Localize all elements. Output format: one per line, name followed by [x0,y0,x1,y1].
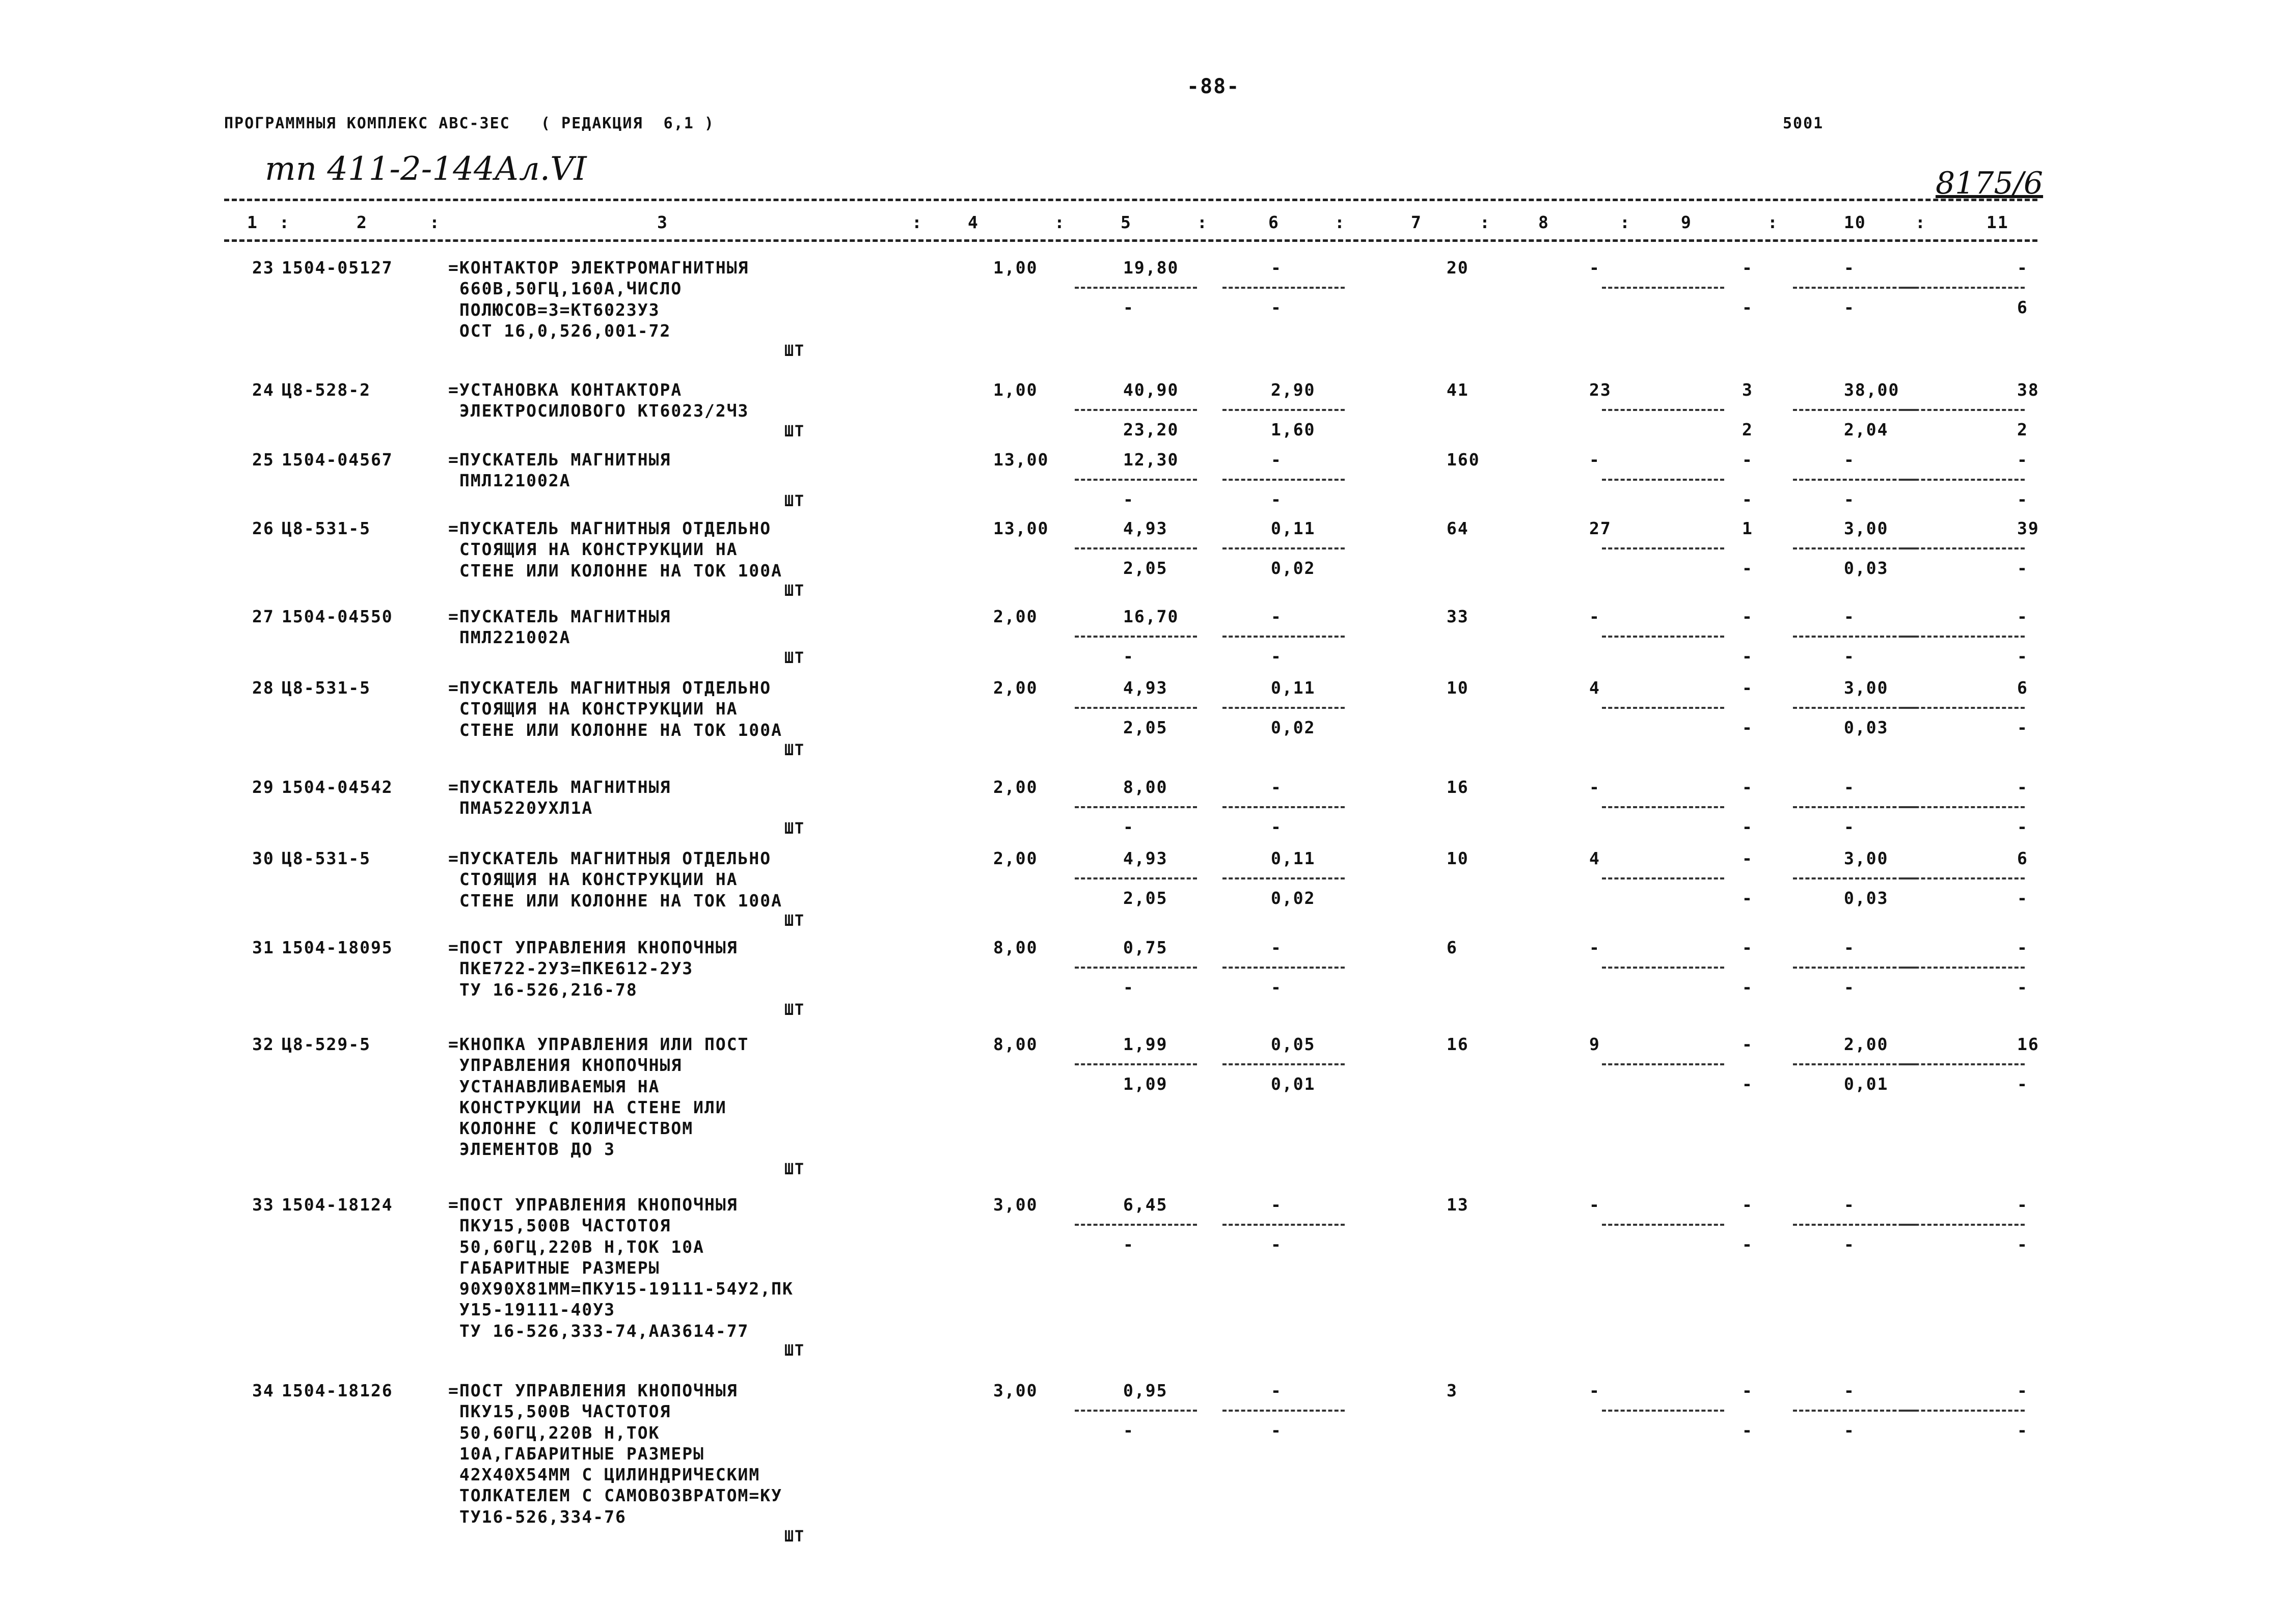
item-quantity: 1,00 [993,258,1038,278]
item-description: =ПУСКАТЕЛЬ МАГНИТНЫЯ ПМЛ121002А [448,450,671,491]
cell-rule [1902,1410,2025,1412]
cell-rule [1222,1224,1345,1226]
cost-machines: - [1589,938,1600,957]
cell-rule [1075,479,1197,481]
labor-hours-top: 38,00 [1844,380,1900,400]
labor-total-top: - [2017,450,2028,470]
labor-hours-bottom: 0,03 [1844,888,1889,908]
cell-rule [1602,1410,1724,1412]
labor-total-top: - [2017,777,2028,797]
cost-total: 64 [1447,518,1469,538]
cost-total: 10 [1447,678,1469,698]
cell-rule [1222,877,1345,879]
cell-rule [1075,1224,1197,1226]
item-number: 31 [252,938,275,957]
cell-rule [1902,409,2025,411]
cost-wages-bottom: - [1742,646,1753,666]
item-code: Ц8-528-2 [282,380,371,400]
cell-rule [1793,967,1915,969]
item-description: =ПУСКАТЕЛЬ МАГНИТНЫЯ ОТДЕЛЬНО СТОЯЩИЯ НА КОНСТРУКЦИИ НА СТЕНЕ ИЛИ КОЛОННЕ НА ТОК 100А [448,678,783,740]
item-code: 1504-18095 [282,938,393,957]
price-total-top: 4,93 [1123,848,1168,868]
column-header-label: 10 [1844,212,1866,232]
cell-rule [1602,479,1724,481]
cost-machines: 4 [1589,678,1600,698]
cost-machines: 23 [1589,380,1612,400]
price-total-top: 6,45 [1123,1195,1168,1215]
cell-rule [1902,877,2025,879]
cost-total: 6 [1447,938,1458,957]
price-total-bottom: 2,05 [1123,718,1168,737]
column-header-label: 5 [1121,212,1132,232]
cell-rule [1075,409,1197,411]
item-quantity: 13,00 [993,450,1049,470]
labor-hours-top: 3,00 [1844,518,1889,538]
item-number: 27 [252,607,275,626]
labor-total-bottom: - [2017,558,2028,578]
cell-rule [1602,967,1724,969]
labor-total-bottom: 6 [2017,297,2028,317]
page-number: -88- [1187,75,1240,98]
item-number: 34 [252,1381,275,1400]
cell-rule [1793,409,1915,411]
price-wages-bottom: - [1271,977,1282,997]
cell-rule [1075,287,1197,289]
cost-total: 13 [1447,1195,1469,1215]
labor-hours-top: 3,00 [1844,678,1889,698]
labor-hours-bottom: 0,01 [1844,1074,1889,1094]
column-separator: : [429,212,441,232]
header-rule-top [224,199,2037,201]
labor-total-top: 38 [2017,380,2039,400]
sheet-number: 8175/6 [1936,166,2044,201]
labor-hours-bottom: - [1844,817,1855,837]
item-code: Ц8-529-5 [282,1034,371,1054]
cost-wages-top: - [1742,450,1753,470]
cell-rule [1793,1224,1915,1226]
price-wages-top: - [1271,450,1282,470]
labor-hours-top: - [1844,1381,1855,1400]
item-code: 1504-18124 [282,1195,393,1215]
price-total-top: 4,93 [1123,678,1168,698]
item-number: 33 [252,1195,275,1215]
item-quantity: 2,00 [993,848,1038,868]
cell-rule [1602,636,1724,638]
item-number: 23 [252,258,275,278]
price-wages-bottom: - [1271,1420,1282,1440]
cell-rule [1793,287,1915,289]
cell-rule [1075,806,1197,808]
cell-rule [1793,479,1915,481]
price-total-top: 40,90 [1123,380,1179,400]
cost-wages-bottom: 2 [1742,420,1753,439]
labor-hours-bottom: 0,03 [1844,718,1889,737]
column-separator: : [279,212,290,232]
labor-total-bottom: - [2017,817,2028,837]
item-number: 30 [252,848,275,868]
cost-machines: - [1589,607,1600,626]
program-title: ПРОГРАММНЫЯ КОМПЛЕКС АВС-ЗЕС ( РЕДАКЦИЯ 6,1 ) [224,115,715,132]
price-wages-bottom: 0,02 [1271,558,1316,578]
labor-hours-top: 2,00 [1844,1034,1889,1054]
cost-machines: - [1589,777,1600,797]
cell-rule [1902,1063,2025,1065]
cost-wages-bottom: - [1742,1074,1753,1094]
cell-rule [1222,707,1345,709]
cost-machines: 4 [1589,848,1600,868]
item-code: 1504-04542 [282,777,393,797]
document-code: 5001 [1783,115,1824,132]
column-separator: : [1915,212,1926,232]
labor-total-top: 39 [2017,518,2039,538]
labor-total-top: - [2017,1195,2028,1215]
cost-machines: - [1589,450,1600,470]
cost-wages-bottom: - [1742,1234,1753,1254]
item-unit: ШТ [784,492,805,510]
price-total-bottom: - [1123,817,1134,837]
labor-total-top: - [2017,607,2028,626]
column-separator: : [1197,212,1208,232]
item-unit: ШТ [784,1342,805,1360]
cell-rule [1075,707,1197,709]
item-code: 1504-04550 [282,607,393,626]
cell-rule [1602,1224,1724,1226]
price-wages-top: 0,11 [1271,848,1316,868]
cost-total: 33 [1447,607,1469,626]
item-unit: ШТ [784,582,805,600]
item-code: 1504-04567 [282,450,393,470]
price-wages-bottom: - [1271,817,1282,837]
cost-wages-bottom: - [1742,817,1753,837]
labor-total-bottom: - [2017,1420,2028,1440]
cell-rule [1222,636,1345,638]
cell-rule [1222,547,1345,549]
cell-rule [1075,1063,1197,1065]
item-description: =ПУСКАТЕЛЬ МАГНИТНЫЯ ОТДЕЛЬНО СТОЯЩИЯ НА КОНСТРУКЦИИ НА СТЕНЕ ИЛИ КОЛОННЕ НА ТОК 100А [448,848,783,911]
cell-rule [1902,547,2025,549]
price-total-bottom: - [1123,1420,1134,1440]
item-number: 28 [252,678,275,698]
cost-machines: - [1589,1381,1600,1400]
item-quantity: 1,00 [993,380,1038,400]
item-quantity: 8,00 [993,938,1038,957]
cost-total: 160 [1447,450,1480,470]
item-description: =УСТАНОВКА КОНТАКТОРА ЭЛЕКТРОСИЛОВОГО КТ6023/2Ч3 [448,380,749,421]
price-wages-top: - [1271,607,1282,626]
item-number: 29 [252,777,275,797]
labor-hours-bottom: 0,03 [1844,558,1889,578]
cell-rule [1602,287,1724,289]
cost-wages-top: - [1742,1195,1753,1215]
cell-rule [1075,877,1197,879]
item-unit: ШТ [784,1161,805,1178]
item-number: 32 [252,1034,275,1054]
cell-rule [1222,1063,1345,1065]
price-wages-top: - [1271,1195,1282,1215]
item-number: 26 [252,518,275,538]
cost-wages-top: - [1742,607,1753,626]
column-header-label: 6 [1268,212,1280,232]
price-total-bottom: 2,05 [1123,888,1168,908]
labor-hours-bottom: - [1844,1420,1855,1440]
price-wages-bottom: 1,60 [1271,420,1316,439]
labor-total-top: 6 [2017,848,2028,868]
item-description: =ПУСКАТЕЛЬ МАГНИТНЫЯ ПМА5220УХЛ1А [448,777,671,818]
labor-hours-top: - [1844,938,1855,957]
cost-total: 16 [1447,1034,1469,1054]
price-total-bottom: - [1123,646,1134,666]
cost-wages-top: - [1742,1034,1753,1054]
labor-total-top: - [2017,938,2028,957]
cell-rule [1222,409,1345,411]
labor-hours-bottom: - [1844,297,1855,317]
item-code: 1504-18126 [282,1381,393,1400]
item-description: =КОНТАКТОР ЭЛЕКТРОМАГНИТНЫЯ 660В,50ГЦ,160А,ЧИСЛО ПОЛЮСОВ=3=КТ6023У3 ОСТ 16,0,526,001-72 [448,258,749,341]
cell-rule [1602,806,1724,808]
price-total-bottom: - [1123,1234,1134,1254]
item-code: Ц8-531-5 [282,848,371,868]
labor-hours-bottom: - [1844,646,1855,666]
column-separator: : [912,212,923,232]
price-total-top: 0,75 [1123,938,1168,957]
cell-rule [1075,967,1197,969]
cell-rule [1602,409,1724,411]
item-code: 1504-05127 [282,258,393,278]
column-separator: : [1054,212,1066,232]
price-total-top: 8,00 [1123,777,1168,797]
labor-hours-bottom: 2,04 [1844,420,1889,439]
item-quantity: 3,00 [993,1195,1038,1215]
cost-total: 10 [1447,848,1469,868]
item-quantity: 13,00 [993,518,1049,538]
cell-rule [1902,707,2025,709]
column-header-label: 7 [1411,212,1422,232]
item-quantity: 2,00 [993,678,1038,698]
cell-rule [1793,547,1915,549]
item-description: =ПУСКАТЕЛЬ МАГНИТНЫЯ ПМЛ221002А [448,607,671,648]
price-wages-top: - [1271,1381,1282,1400]
labor-hours-top: 3,00 [1844,848,1889,868]
cell-rule [1075,547,1197,549]
cell-rule [1902,479,2025,481]
price-total-bottom: 23,20 [1123,420,1179,439]
labor-total-bottom: - [2017,977,2028,997]
cost-wages-top: - [1742,1381,1753,1400]
cell-rule [1222,806,1345,808]
cost-wages-bottom: - [1742,977,1753,997]
labor-total-bottom: - [2017,718,2028,737]
item-description: =ПОСТ УПРАВЛЕНИЯ КНОПОЧНЫЯ ПКЕ722-2У3=ПКЕ612-2У3 ТУ 16-526,216-78 [448,938,738,1000]
column-header-label: 8 [1538,212,1549,232]
column-header-label: 11 [1986,212,2009,232]
labor-total-top: 16 [2017,1034,2039,1054]
price-wages-top: - [1271,777,1282,797]
cell-rule [1793,1063,1915,1065]
labor-total-bottom: - [2017,1074,2028,1094]
cost-wages-top: - [1742,777,1753,797]
cost-wages-top: - [1742,938,1753,957]
cost-wages-bottom: - [1742,718,1753,737]
labor-total-bottom: - [2017,1234,2028,1254]
cell-rule [1902,967,2025,969]
item-code: Ц8-531-5 [282,518,371,538]
labor-hours-top: - [1844,607,1855,626]
price-wages-bottom: - [1271,297,1282,317]
price-total-top: 16,70 [1123,607,1179,626]
cost-wages-bottom: - [1742,1420,1753,1440]
item-unit: ШТ [784,1528,805,1546]
cell-rule [1222,287,1345,289]
price-wages-top: 2,90 [1271,380,1316,400]
item-unit: ШТ [784,741,805,759]
price-wages-bottom: - [1271,489,1282,509]
item-unit: ШТ [784,1001,805,1019]
price-wages-top: 0,11 [1271,678,1316,698]
column-separator: : [1335,212,1346,232]
labor-hours-top: - [1844,450,1855,470]
cell-rule [1902,287,2025,289]
price-wages-bottom: 0,02 [1271,888,1316,908]
column-header-label: 2 [357,212,368,232]
column-header-label: 4 [968,212,979,232]
price-total-top: 12,30 [1123,450,1179,470]
column-separator: : [1620,212,1631,232]
labor-total-top: - [2017,258,2028,278]
cost-wages-bottom: - [1742,888,1753,908]
item-description: =ПУСКАТЕЛЬ МАГНИТНЫЯ ОТДЕЛЬНО СТОЯЩИЯ НА КОНСТРУКЦИИ НА СТЕНЕ ИЛИ КОЛОННЕ НА ТОК 100А [448,518,783,581]
item-unit: ШТ [784,649,805,667]
item-description: =ПОСТ УПРАВЛЕНИЯ КНОПОЧНЫЯ ПКУ15,500В ЧАСТОТОЯ 50,60ГЦ,220В Н,ТОК 10А,ГАБАРИТНЫЕ РАЗМЕРЫ 42Х40Х54ММ С ЦИЛИНДРИЧЕСКИМ ТОЛКАТЕЛЕМ С САМОВОЗВРАТОМ=КУ ТУ16-526,334-76 [448,1381,783,1527]
item-code: Ц8-531-5 [282,678,371,698]
cost-total: 16 [1447,777,1469,797]
cell-rule [1602,707,1724,709]
cost-machines: 27 [1589,518,1612,538]
column-header-label: 1 [247,212,258,232]
cost-total: 20 [1447,258,1469,278]
labor-hours-top: - [1844,1195,1855,1215]
cost-wages-bottom: - [1742,558,1753,578]
item-unit: ШТ [784,423,805,441]
item-description: =ПОСТ УПРАВЛЕНИЯ КНОПОЧНЫЯ ПКУ15,500В ЧАСТОТОЯ 50,60ГЦ,220В Н,ТОК 10А ГАБАРИТНЫЕ РАЗМЕРЫ 90Х90Х81ММ=ПКУ15-19111-54У2,ПК У15-19111-40У3 ТУ 16-526,333-74,АА3614-77 [448,1195,794,1341]
item-unit: ШТ [784,342,805,360]
labor-hours-bottom: - [1844,977,1855,997]
cost-wages-top: - [1742,258,1753,278]
cost-wages-top: 1 [1742,518,1753,538]
cell-rule [1902,1224,2025,1226]
labor-hours-top: - [1844,777,1855,797]
cell-rule [1222,479,1345,481]
column-separator: : [1767,212,1779,232]
price-total-bottom: 2,05 [1123,558,1168,578]
labor-total-top: - [2017,1381,2028,1400]
cell-rule [1075,1410,1197,1412]
labor-total-bottom: - [2017,489,2028,509]
item-number: 24 [252,380,275,400]
project-number: тп 411-2-144Ал.VI [265,150,587,188]
price-total-top: 1,99 [1123,1034,1168,1054]
cost-machines: - [1589,1195,1600,1215]
cell-rule [1602,877,1724,879]
cell-rule [1902,806,2025,808]
labor-total-bottom: - [2017,888,2028,908]
column-separator: : [1480,212,1491,232]
cost-wages-top: - [1742,848,1753,868]
item-unit: ШТ [784,820,805,838]
labor-hours-bottom: - [1844,489,1855,509]
column-header-label: 9 [1681,212,1692,232]
labor-total-bottom: 2 [2017,420,2028,439]
cell-rule [1793,707,1915,709]
price-total-bottom: - [1123,977,1134,997]
price-total-bottom: 1,09 [1123,1074,1168,1094]
labor-hours-bottom: - [1844,1234,1855,1254]
cell-rule [1793,806,1915,808]
cell-rule [1793,1410,1915,1412]
price-wages-bottom: 0,02 [1271,718,1316,737]
cell-rule [1902,636,2025,638]
cost-machines: 9 [1589,1034,1600,1054]
item-unit: ШТ [784,912,805,930]
item-quantity: 2,00 [993,777,1038,797]
cell-rule [1602,1063,1724,1065]
cost-machines: - [1589,258,1600,278]
item-number: 25 [252,450,275,470]
cell-rule [1793,636,1915,638]
price-total-top: 4,93 [1123,518,1168,538]
cost-wages-top: - [1742,678,1753,698]
item-quantity: 3,00 [993,1381,1038,1400]
price-total-bottom: - [1123,297,1134,317]
price-total-bottom: - [1123,489,1134,509]
item-description: =КНОПКА УПРАВЛЕНИЯ ИЛИ ПОСТ УПРАВЛЕНИЯ КНОПОЧНЫЯ УСТАНАВЛИВАЕМЫЯ НА КОНСТРУКЦИИ НА СТЕНЕ ИЛИ КОЛОННЕ С КОЛИЧЕСТВОМ ЭЛЕМЕНТОВ ДО 3 [448,1034,749,1160]
labor-total-top: 6 [2017,678,2028,698]
labor-hours-top: - [1844,258,1855,278]
cell-rule [1602,547,1724,549]
item-quantity: 8,00 [993,1034,1038,1054]
item-quantity: 2,00 [993,607,1038,626]
price-wages-top: - [1271,938,1282,957]
cell-rule [1222,967,1345,969]
cost-total: 3 [1447,1381,1458,1400]
price-total-top: 0,95 [1123,1381,1168,1400]
cost-wages-bottom: - [1742,489,1753,509]
price-wages-bottom: - [1271,1234,1282,1254]
column-header-label: 3 [657,212,668,232]
cell-rule [1075,636,1197,638]
price-wages-top: - [1271,258,1282,278]
price-wages-bottom: - [1271,646,1282,666]
header-rule-bottom [224,239,2037,242]
cost-wages-top: 3 [1742,380,1753,400]
cost-total: 41 [1447,380,1469,400]
price-total-top: 19,80 [1123,258,1179,278]
cost-wages-bottom: - [1742,297,1753,317]
cell-rule [1793,877,1915,879]
cell-rule [1222,1410,1345,1412]
price-wages-top: 0,05 [1271,1034,1316,1054]
price-wages-top: 0,11 [1271,518,1316,538]
price-wages-bottom: 0,01 [1271,1074,1316,1094]
labor-total-bottom: - [2017,646,2028,666]
